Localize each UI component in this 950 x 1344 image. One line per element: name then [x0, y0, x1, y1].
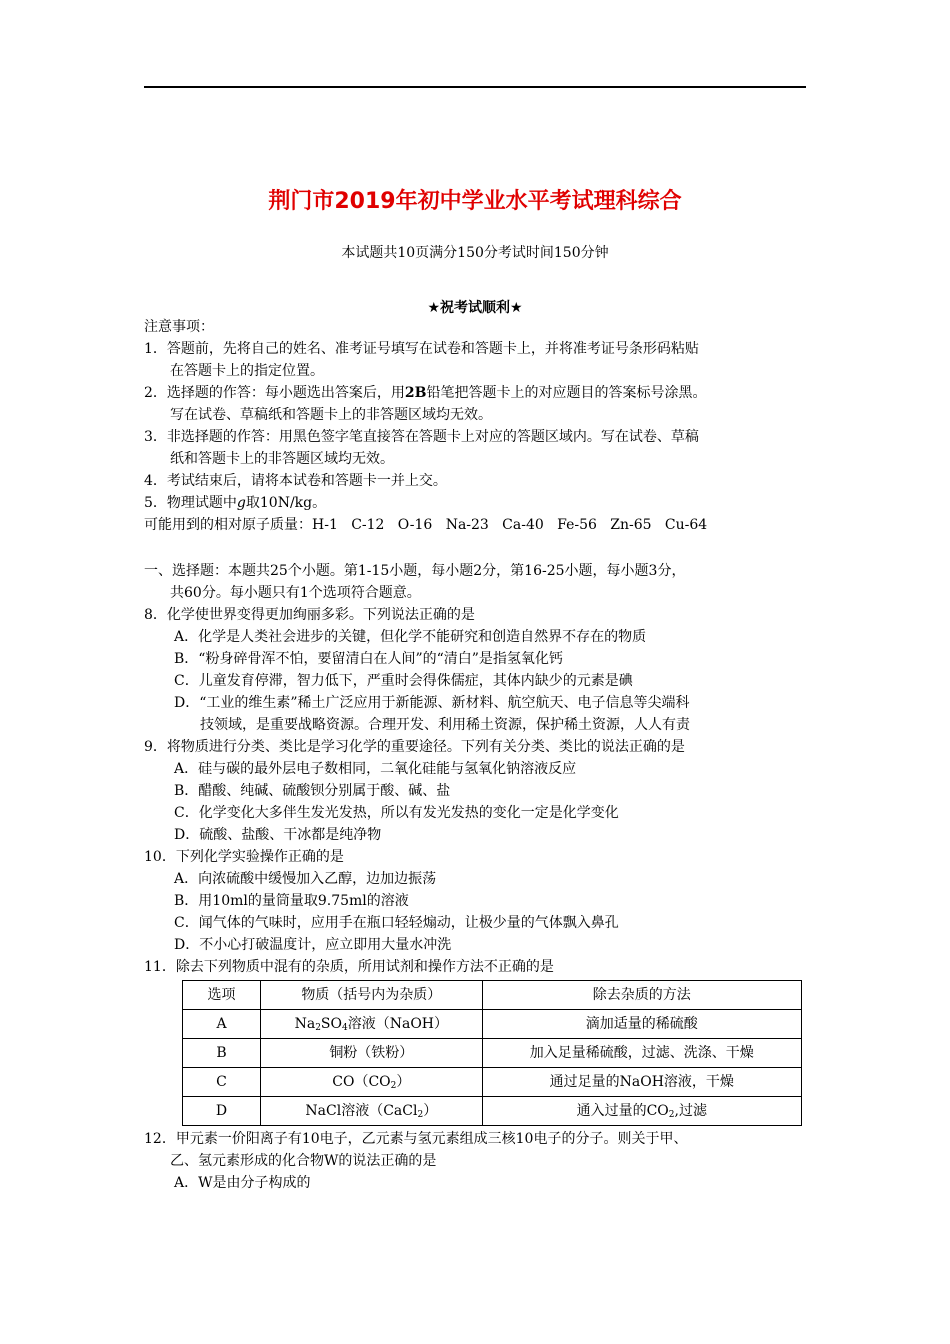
question-11-table [182, 980, 802, 1126]
section-instruction-line-1: 一、选择题：本题共25个小题。第1-15小题，每小题2分，第16-25小题，每小题3分， [144, 563, 686, 579]
table-row [183, 1039, 802, 1068]
question-12-stem-line-2: 乙、氢元素形成的化合物W的说法正确的是 [170, 1153, 437, 1169]
note-2-line-1: 2．选择题的作答：每小题选出答案后，用2B铅笔把答题卡上的对应题目的答案标号涂黑。 [144, 385, 707, 401]
pencil-grade: 2B [404, 385, 427, 401]
note-3-line-1: 3．非选择题的作答：用黑色签字笔直接答在答题卡上对应的答题区域内。写在试卷、草稿 [144, 429, 699, 445]
note-5: 5．物理试题中g取10N/kg。 [144, 495, 327, 511]
header-rule [144, 86, 806, 88]
note-2-line-2: 写在试卷、草稿纸和答题卡上的非答题区域均无效。 [170, 407, 492, 423]
table-header-cell: 选项 [183, 981, 261, 1010]
atomic-masses: 可能用到的相对原子质量：H-1 C-12 O-16 Na-23 Ca-40 Fe-56 Zn-65 Cu-64 [144, 517, 708, 533]
table-cell-option: C [183, 1068, 261, 1097]
table-row [183, 1010, 802, 1039]
question-12-option-a: A．W是由分子构成的 [174, 1175, 311, 1191]
section-instruction-line-2: 共60分。每小题只有1个选项符合题意。 [170, 585, 421, 601]
table-cell-method: 滴加适量的稀硫酸 [482, 1010, 801, 1039]
table-cell-option: D [183, 1097, 261, 1126]
table-cell-substance: 铜粉（铁粉） [261, 1039, 483, 1068]
question-10-stem: 10．下列化学实验操作正确的是 [144, 849, 344, 865]
question-8-option-a: A．化学是人类社会进步的关键，但化学不能研究和创造自然界不存在的物质 [174, 629, 647, 645]
note-1-line-1: 1．答题前，先将自己的姓名、准考证号填写在试卷和答题卡上，并将准考证号条形码粘贴 [144, 341, 699, 357]
question-12-stem-line-1: 12．甲元素一价阳离子有10电子，乙元素与氢元素组成三核10电子的分子。则关于甲、 [144, 1131, 688, 1147]
question-9-option-b: B．醋酸、纯碱、硫酸钡分别属于酸、碱、盐 [174, 783, 451, 799]
table-cell-method: 通入过量的$CO_2$,过滤 [482, 1097, 801, 1126]
table-row [183, 1097, 802, 1126]
question-10-option-c: C．闻气体的气味时，应用手在瓶口轻轻煽动，让极少量的气体飘入鼻孔 [174, 915, 619, 931]
table-cell-substance: NaCl溶液（CaCl$_2$） [261, 1097, 483, 1126]
question-8-option-c: C．儿童发育停滞，智力低下，严重时会得侏儒症，其体内缺少的元素是碘 [174, 673, 633, 689]
question-8-stem: 8．化学使世界变得更加绚丽多彩。下列说法正确的是 [144, 607, 475, 623]
question-9-stem: 9．将物质进行分类、类比是学习化学的重要途径。下列有关分类、类比的说法正确的是 [144, 739, 685, 755]
good-luck-line: ★祝考试顺利★ [427, 300, 523, 316]
table-cell-option: B [183, 1039, 261, 1068]
table-cell-substance: $Na_2SO_4$溶液（NaOH） [261, 1010, 483, 1039]
exam-subtitle: 本试题共10页满分150分考试时间150分钟 [341, 245, 609, 261]
note-4: 4．考试结束后，请将本试卷和答题卡一并上交。 [144, 473, 447, 489]
table-cell-method: 加入足量稀硫酸，过滤、洗涤、干燥 [482, 1039, 801, 1068]
table-row [183, 1068, 802, 1097]
notes-heading: 注意事项： [144, 319, 214, 335]
note-1-line-2: 在答题卡上的指定位置。 [170, 363, 324, 379]
question-10-option-a: A．向浓硫酸中缓慢加入乙醇，边加边振荡 [174, 871, 437, 887]
table-cell-option: A [183, 1010, 261, 1039]
table-header-row [183, 981, 802, 1010]
question-11-stem: 11．除去下列物质中混有的杂质，所用试剂和操作方法不正确的是 [144, 959, 554, 975]
exam-title: 荆门市2019年初中学业水平考试理科综合 [268, 189, 682, 214]
question-10-option-b: B．用10ml的量筒量取9.75ml的溶液 [174, 893, 409, 909]
question-10-option-d: D．不小心打破温度计，应立即用大量水冲洗 [174, 937, 452, 953]
question-8-option-d-line-1: D．“工业的维生素”稀土广泛应用于新能源、新材料、航空航天、电子信息等尖端科 [174, 695, 690, 711]
exam-body [144, 316, 808, 1194]
question-9-option-a: A．硅与碳的最外层电子数相同，二氧化硅能与氢氧化钠溶液反应 [174, 761, 577, 777]
table-header-cell: 物质（括号内为杂质） [261, 981, 483, 1010]
note-3-line-2: 纸和答题卡上的非答题区域均无效。 [170, 451, 394, 467]
table-header-cell: 除去杂质的方法 [482, 981, 801, 1010]
question-9-option-c: C．化学变化大多伴生发光发热，所以有发光发热的变化一定是化学变化 [174, 805, 619, 821]
question-8-option-d-line-2: 技领域，是重要战略资源。合理开发、利用稀土资源，保护稀土资源，人人有责 [200, 717, 690, 733]
question-8-option-b: B．“粉身碎骨浑不怕，要留清白在人间”的“清白”是指氢氧化钙 [174, 651, 563, 667]
question-9-option-d: D．硫酸、盐酸、干冰都是纯净物 [174, 827, 382, 843]
table-cell-method: 通过足量的NaOH溶液，干燥 [482, 1068, 801, 1097]
table-cell-substance: $CO(CO_2)$ [261, 1068, 483, 1097]
